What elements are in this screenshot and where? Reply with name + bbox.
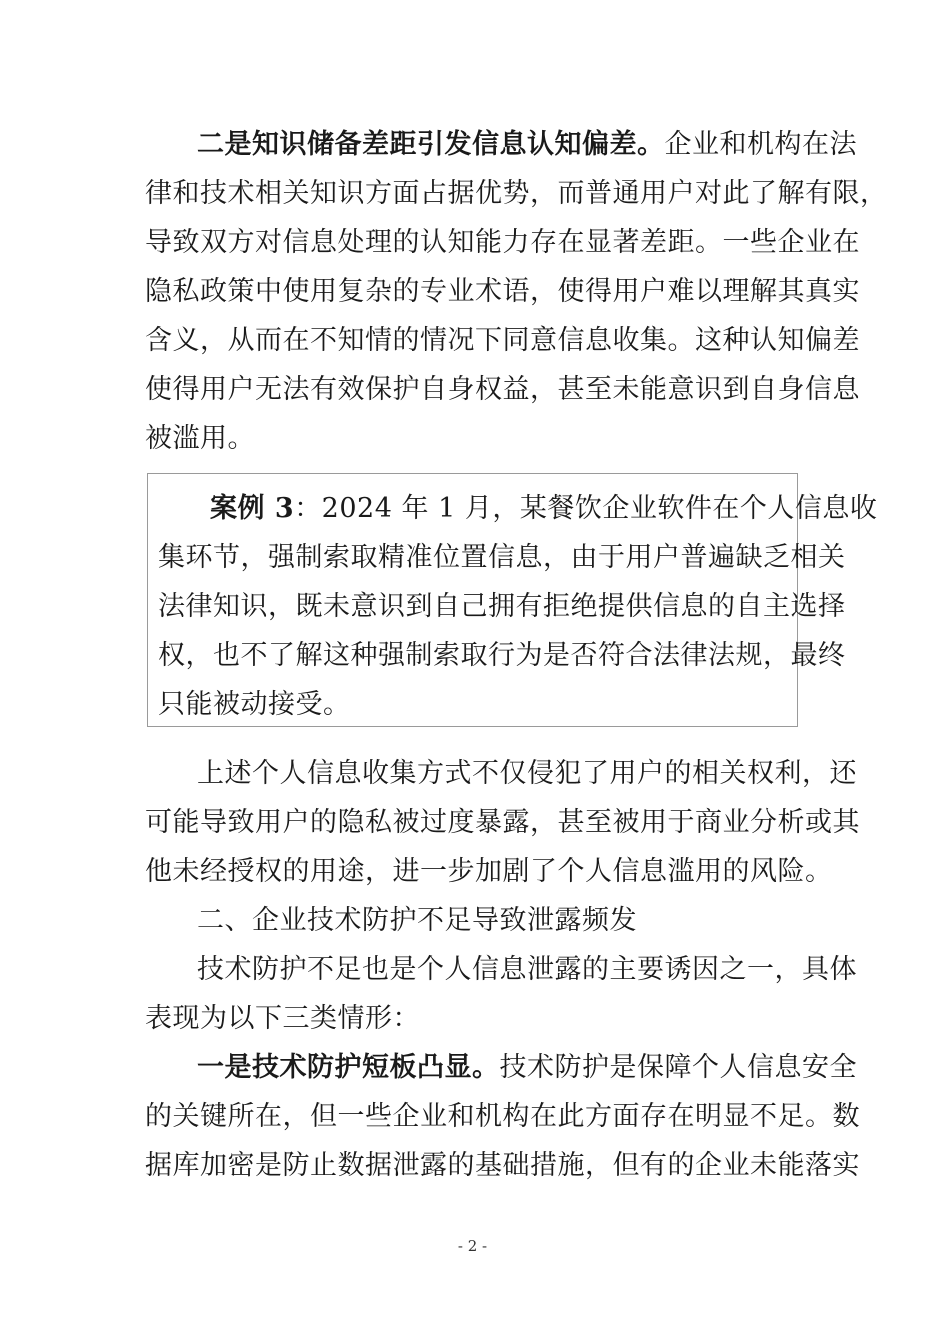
case-box	[147, 473, 878, 727]
case-first-rest: ：2024 年 1 月，某餐饮企业软件在个人信息收	[294, 493, 878, 524]
case-label: 案例 3	[210, 493, 295, 524]
paragraph-4-lead: 一是技术防护短板凸显。	[197, 1052, 500, 1083]
paragraph-4-line: 据库加密是防止数据泄露的基础措施，但有的企业未能落实	[145, 1150, 860, 1181]
paragraph-3-line: 技术防护不足也是个人信息泄露的主要诱因之一，具体	[197, 954, 857, 985]
paragraph-3-line: 表现为以下三类情形：	[145, 1003, 420, 1034]
paragraph-2-line: 上述个人信息收集方式不仅侵犯了用户的相关权利，还	[197, 758, 857, 789]
paragraph-1-line: 隐私政策中使用复杂的专业术语，使得用户难以理解其真实	[145, 276, 860, 307]
paragraph-2-line: 他未经授权的用途，进一步加剧了个人信息滥用的风险。	[145, 856, 833, 887]
paragraph-4-line: 的关键所在，但一些企业和机构在此方面存在明显不足。数	[145, 1101, 860, 1132]
section-heading: 二、企业技术防护不足导致泄露频发	[197, 905, 637, 936]
paragraph-1-line: 使得用户无法有效保护自身权益，甚至未能意识到自身信息	[145, 374, 860, 405]
case-line: 权，也不了解这种强制索取行为是否符合法律法规，最终	[158, 640, 846, 671]
paragraph-2-line: 可能导致用户的隐私被过度暴露，甚至被用于商业分析或其	[145, 807, 860, 838]
paragraph-4-first-rest: 技术防护是保障个人信息安全	[499, 1052, 857, 1083]
page-number: - 2 -	[457, 1237, 488, 1255]
paragraph-1-line-1	[145, 120, 857, 169]
case-line: 法律知识，既未意识到自己拥有拒绝提供信息的自主选择	[158, 591, 846, 622]
case-line: 集环节，强制索取精准位置信息，由于用户普遍缺乏相关	[158, 542, 846, 573]
case-line-1	[158, 484, 878, 533]
paragraph-1-line: 律和技术相关知识方面占据优势，而普通用户对此了解有限，	[145, 178, 888, 209]
paragraph-1-first-rest: 企业和机构在法	[664, 129, 857, 160]
paragraph-4-line-1	[145, 1043, 857, 1092]
paragraph-1-line: 含义，从而在不知情的情况下同意信息收集。这种认知偏差	[145, 325, 860, 356]
case-line: 只能被动接受。	[158, 689, 351, 720]
paragraph-1-line: 导致双方对信息处理的认知能力存在显著差距。一些企业在	[145, 227, 860, 258]
paragraph-1-line: 被滥用。	[145, 423, 255, 454]
paragraph-1-lead: 二是知识储备差距引发信息认知偏差。	[197, 129, 665, 160]
